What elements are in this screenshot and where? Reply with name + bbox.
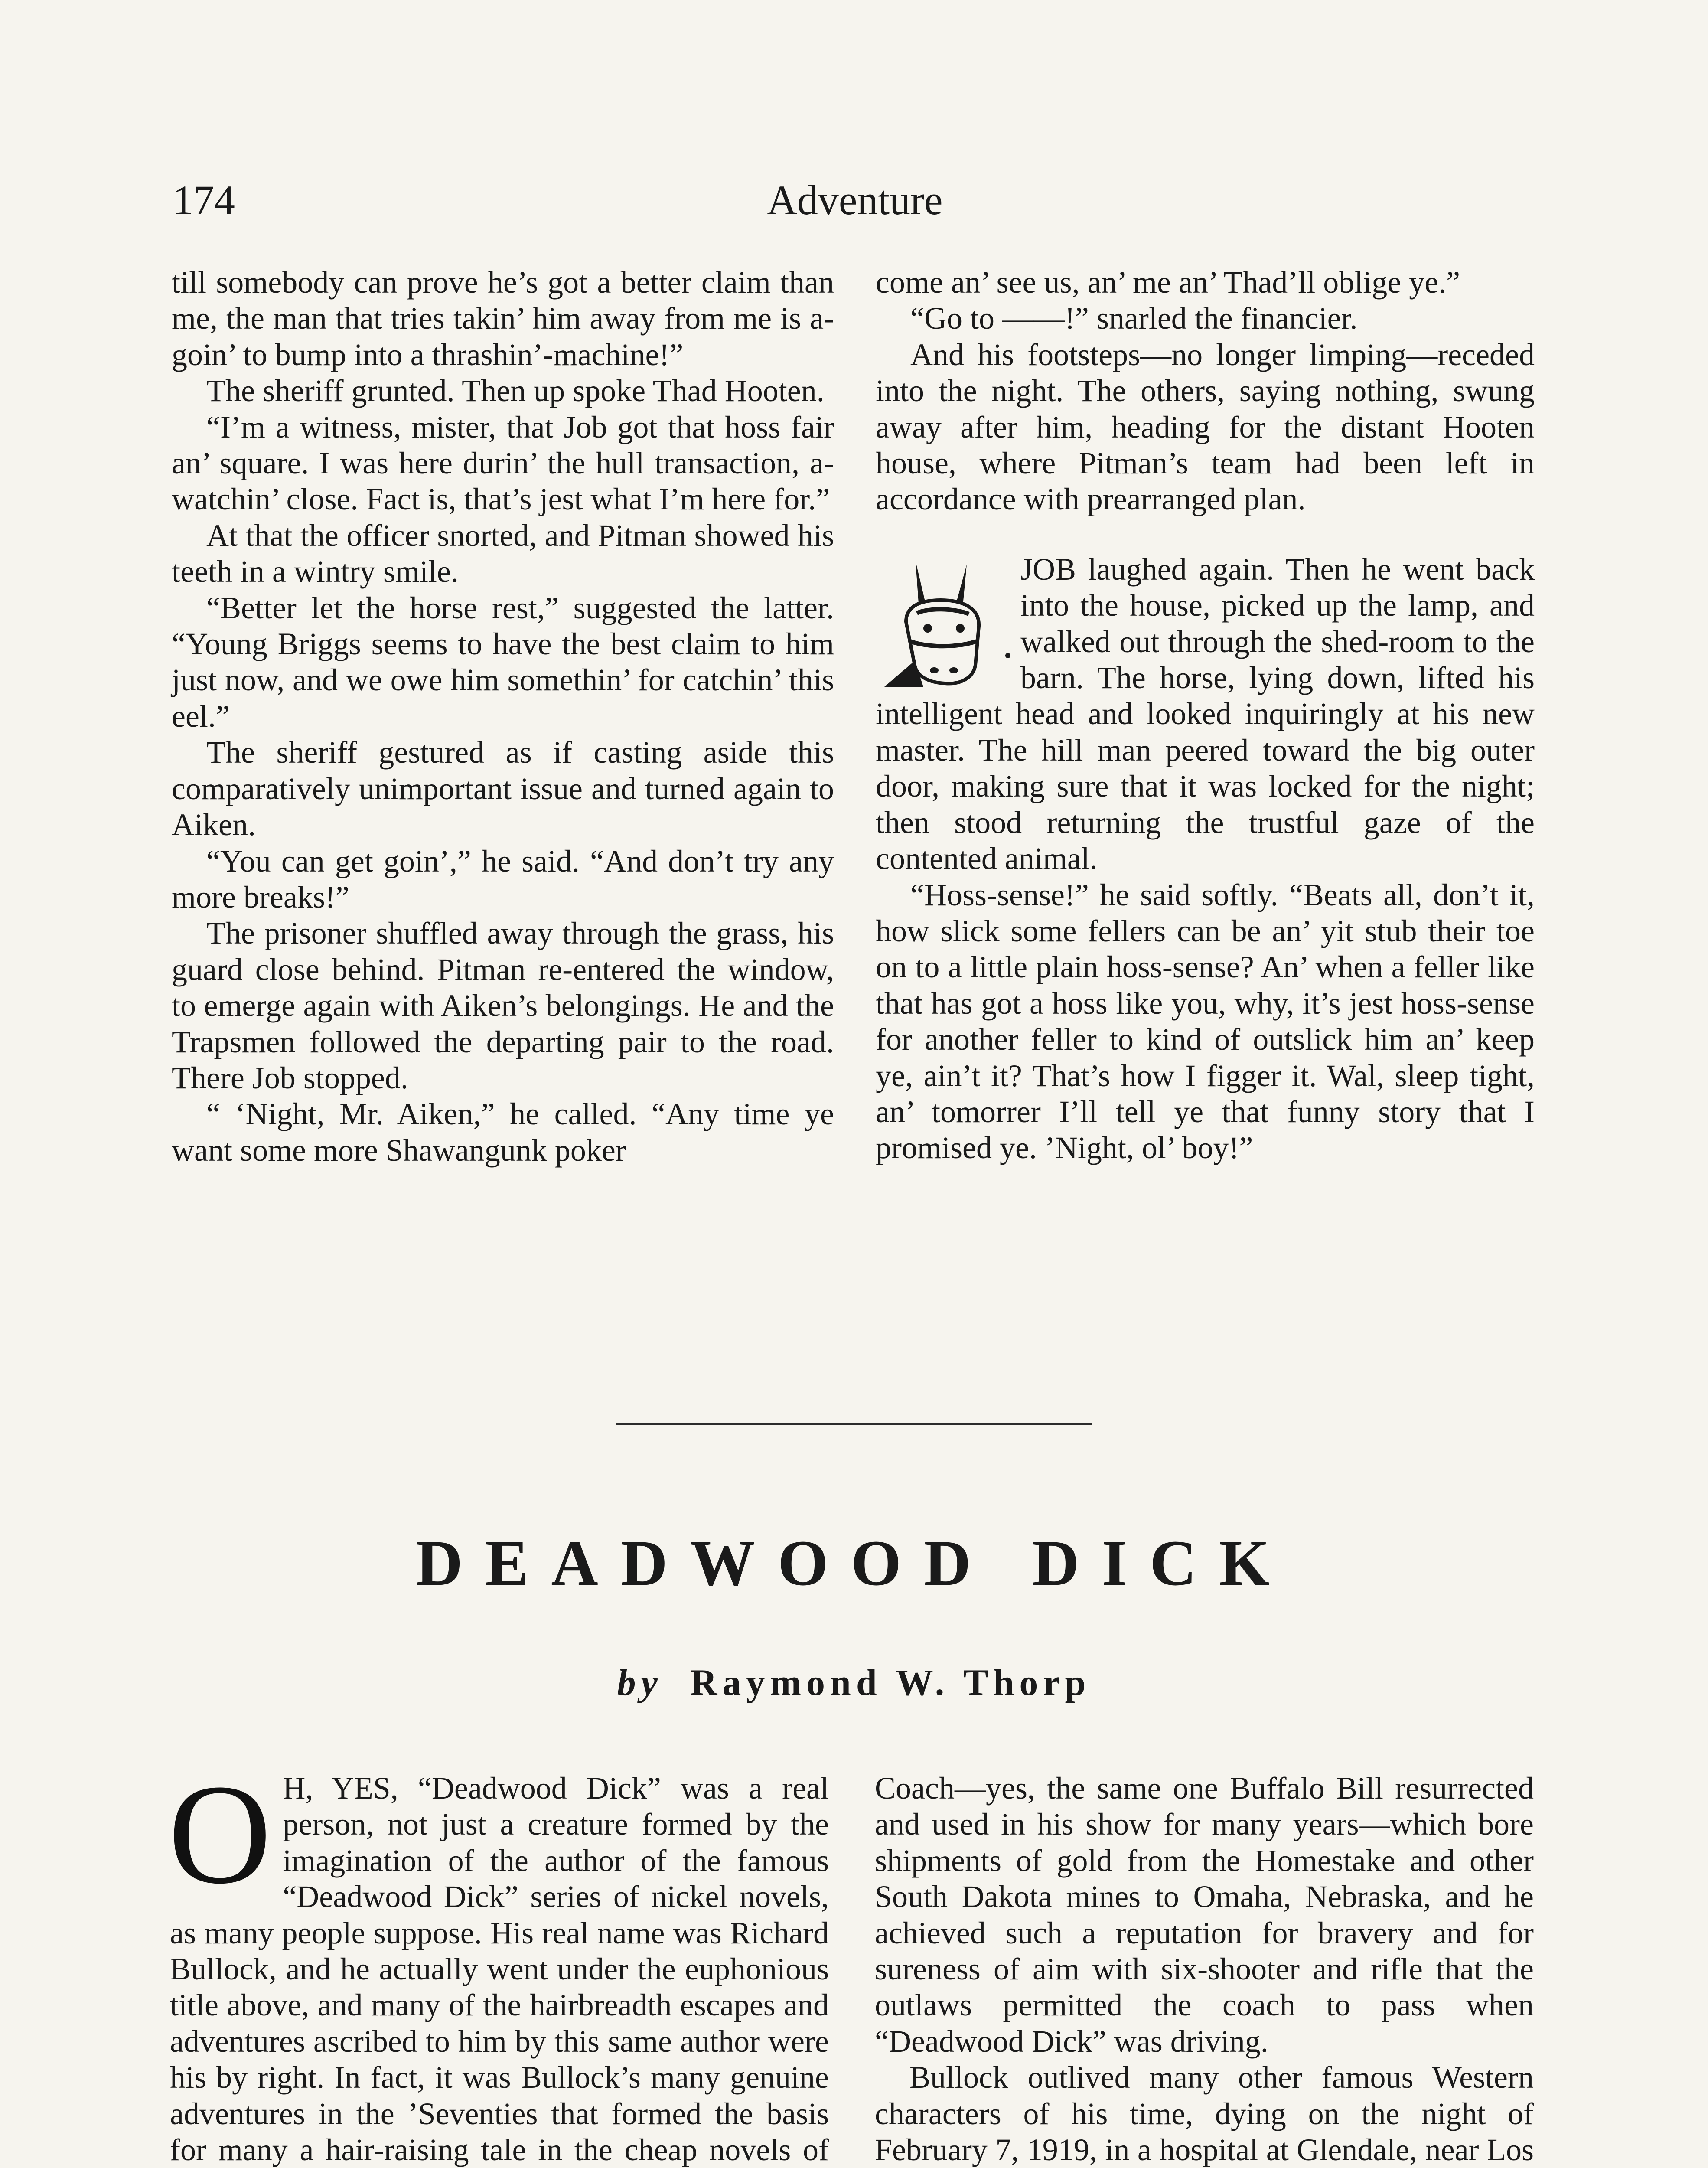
- byline: [0, 1656, 1708, 1708]
- story-paragraph: till somebody can prove he’s got a better claim than me, the man that tries takin’ him away from me is a-goin’ to bump into a thrashin’-machine!”: [172, 265, 834, 372]
- article-left-column: [168, 1755, 829, 2168]
- mule-head-icon: [876, 557, 1014, 693]
- story-paragraph: come an’ see us, an’ me an’ Thad’ll oblige ye.”: [876, 265, 1460, 300]
- story-paragraph: The prisoner shuffled away through the grass, his guard close behind. Pitman re-entered the window, to emerge again with Aiken’s belongings. He and the Trapsmen followed the departing pair to the road. There Job stopped.: [172, 916, 834, 1095]
- story-paragraph: “ ‘Night, Mr. Aiken,” he called. “Any time ye want some more Shawangunk poker: [172, 1097, 834, 1168]
- story-paragraph: “I’m a witness, mister, that Job got that hoss fair an’ square. I was here durin’ the hull transaction, a-watchin’ close. Fact is, that’s jest what I’m here for.”: [172, 409, 834, 517]
- story-paragraph: At that the officer snorted, and Pitman showed his teeth in a wintry smile.: [172, 518, 834, 589]
- page-header: [170, 170, 1540, 231]
- byline-author: Raymond W. Thorp: [690, 1662, 1091, 1703]
- article-paragraph: [168, 1755, 829, 2168]
- story-paragraph: JOB laughed again. Then he went back into the house, picked up the lamp, and walked out through the shed-room to the barn. The horse, lying down, lifted his intelligent head and looked inquiringly at his new master. The hill man peered toward the big outer door, making sure that it was locked for the night; then stood returning the trustful gaze of the contented animal.: [876, 552, 1535, 876]
- story-paragraph: “Go to ——!” snarled the financier.: [910, 301, 1358, 336]
- article-paragraph-text: H, YES, “Deadwood Dick” was a real person, not just a creature formed by the imagination of the author of the famous “Deadwood Dick” series of nickel novels, as many people suppose. His real name was Richard Bullock, and he actually went under the euphonious title above, and many of the hairbreadth escapes and adventures ascribed to him by this same author were his by right. In fact, it was Bullock’s many genuine adventures in the ’Seventies that formed the basis for many a hair-raising tale in the cheap novels of: [170, 1771, 829, 2168]
- story-paragraph: “Hoss-sense!” he said softly. “Beats all, don’t it, how slick some fellers can be an’ yit stub their toe on to a little plain hoss-sense? An’ when a feller like that has got a hoss like you, why, it’s jest hoss-sense for another feller to kind of outslick him an’ keep ye, ain’t it? That’s how I figger it. Wal, sleep tight, an’ tomorrer I’ll tell ye that funny story that I promised ye. ’Night, ol’ boy!”: [876, 877, 1535, 1166]
- byline-by: by: [617, 1662, 663, 1703]
- story-paragraph: The sheriff gestured as if casting aside this comparatively unimportant issue and turned again to Aiken.: [172, 735, 834, 842]
- story-paragraph: “You can get goin’,” he said. “And don’t try any more breaks!”: [172, 843, 834, 914]
- story-right-column: [876, 264, 1535, 1166]
- story-paragraph: “Better let the horse rest,” suggested the latter. “Young Briggs seems to have the best claim to him just now, and we owe him somethin’ for catchin’ this eel.”: [172, 590, 834, 734]
- story-left-column: [172, 264, 834, 1169]
- story-paragraph: And his footsteps—no longer limping—receded into the night. The others, saying nothing, swung away after him, heading for the distant Hooten house, where Pitman’s team had been left in accordance with prearranged plan.: [876, 337, 1535, 517]
- story-paragraph: The sheriff grunted. Then up spoke Thad Hooten.: [206, 373, 825, 408]
- running-title: Adventure: [767, 177, 943, 223]
- article-paragraph: Bullock outlived many other famous Western characters of his time, dying on the night of February 7, 1919, in a hospital at Glendale, near Los: [875, 2060, 1534, 2168]
- article-title: DEADWOOD DICK: [416, 1527, 1292, 1599]
- page-number: 174: [173, 177, 235, 223]
- article-right-column: [875, 1770, 1534, 2168]
- drop-cap: O: [168, 1755, 272, 1913]
- section-divider: [616, 1423, 1092, 1425]
- section-break-paragraph: [876, 552, 1535, 877]
- article-paragraph: Coach—yes, the same one Buffalo Bill resurrected and used in his show for many years—which bore shipments of gold from the Homestake and other South Dakota mines to Omaha, Nebraska, and he achieved such a reputation for bravery and for sureness of aim with six-shooter and rifle that the outlaws permitted the coach to pass when “Deadwood Dick” was driving.: [875, 1771, 1534, 2059]
